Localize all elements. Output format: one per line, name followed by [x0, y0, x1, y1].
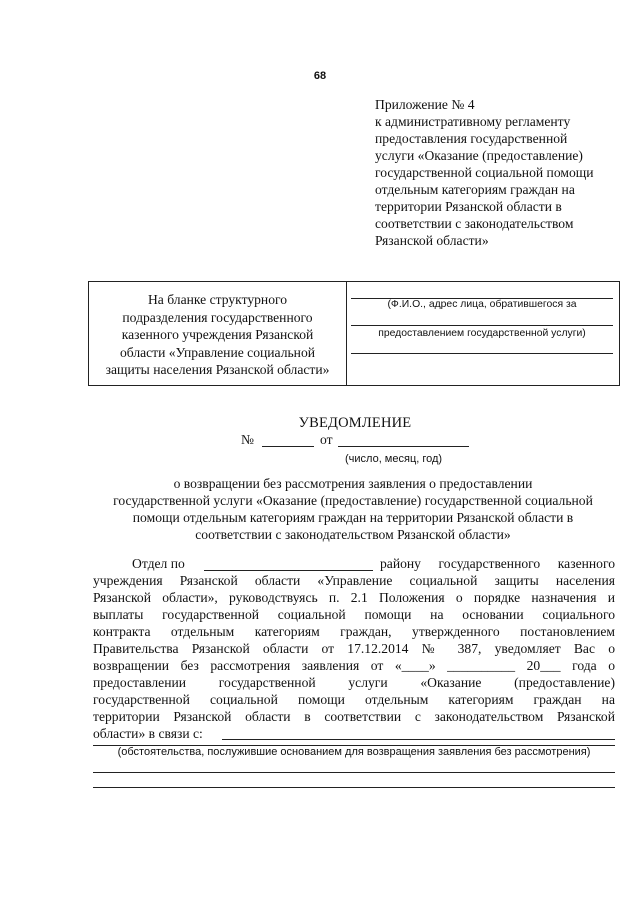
- date-fill-line: [338, 446, 469, 447]
- subject-line: о возвращении без рассмотрения заявления о предоставлении: [173, 476, 533, 491]
- notice-title: УВЕДОМЛЕНИЕ: [298, 415, 412, 431]
- appendix-line: к административному регламенту: [375, 114, 571, 129]
- body-line: Правительства Рязанской области от 17.12.2014 № 387, уведомляет Вас о: [93, 641, 615, 656]
- body-line: государственной социальной помощи отдельным категориям граждан на: [93, 692, 615, 707]
- body-line: возвращении без рассмотрения заявления от «____» __________ 20___ года о: [93, 658, 615, 673]
- appendix-line: отдельным категориям граждан на: [375, 182, 575, 197]
- addressee-fill-line: [351, 325, 613, 326]
- appendix-header: [375, 96, 625, 249]
- body-line: территории Рязанской области в соответствии с законодательством Рязанской: [93, 709, 615, 724]
- date-caption: (число, месяц, год): [345, 453, 443, 465]
- header-frame: [88, 281, 620, 386]
- letterhead-note: [89, 291, 346, 379]
- subject-line: помощи отдельным категориям граждан на территории Рязанской области в: [132, 510, 574, 525]
- appendix-line: предоставления государственной: [375, 131, 568, 146]
- appendix-line: государственной социальной помощи: [375, 165, 594, 180]
- body-last-line: области» в связи с:: [93, 726, 203, 741]
- page-number: 68: [313, 70, 327, 82]
- subject-line: государственной услуги «Оказание (предоставление) государственной социальной: [113, 493, 593, 508]
- obstacles-caption: (обстоятельства, послужившие основанием для возвращения заявления без рассмотрения): [117, 746, 591, 758]
- body-line: предоставлении государственной услуги «Оказание (предоставление): [93, 675, 615, 690]
- subject-line: соответствии с законодательством Рязанской области»: [195, 527, 511, 542]
- body-line: Рязанской области», руководствуясь п. 2.1 Положения о порядке назначения и: [93, 590, 615, 605]
- letterhead-line: подразделения государственного: [122, 309, 313, 325]
- letterhead-line: казенного учреждения Рязанской: [121, 327, 314, 342]
- letterhead-line: защиты населения Рязанской области»: [105, 362, 330, 377]
- body-first-suffix: району государственного казенного: [380, 556, 615, 571]
- letterhead-line: На бланке структурного: [147, 292, 288, 307]
- appendix-line: Приложение № 4: [375, 97, 475, 112]
- appendix-line: Рязанской области»: [375, 233, 489, 248]
- district-fill-line: [204, 570, 373, 571]
- addressee-fill-line: [351, 353, 613, 354]
- reason-fill-line: [93, 787, 615, 788]
- number-label: №: [241, 432, 254, 447]
- appendix-line: соответствии с законодательством: [375, 216, 574, 231]
- number-fill-line: [262, 446, 314, 447]
- body-line: выплаты государственной социальной помощи на основании социального: [93, 607, 615, 622]
- reason-fill-line: [222, 739, 615, 740]
- date-from-label: от: [320, 432, 333, 447]
- body-line: контракта отдельным категориям граждан, утвержденного постановлением: [93, 624, 615, 639]
- notice-subject: [88, 475, 618, 543]
- letterhead-line: области «Управление социальной: [119, 344, 316, 360]
- reason-fill-line: [93, 772, 615, 773]
- appendix-line: территории Рязанской области в: [375, 199, 562, 214]
- body-first-prefix: Отдел по: [132, 556, 185, 571]
- addressee-caption: (Ф.И.О., адрес лица, обратившегося за: [387, 299, 577, 310]
- body-line: учреждения Рязанской области «Управление социальной защиты населения: [93, 573, 615, 588]
- appendix-line: услуги «Оказание (предоставление): [375, 148, 583, 163]
- addressee-caption: предоставлением государственной услуги): [378, 328, 586, 339]
